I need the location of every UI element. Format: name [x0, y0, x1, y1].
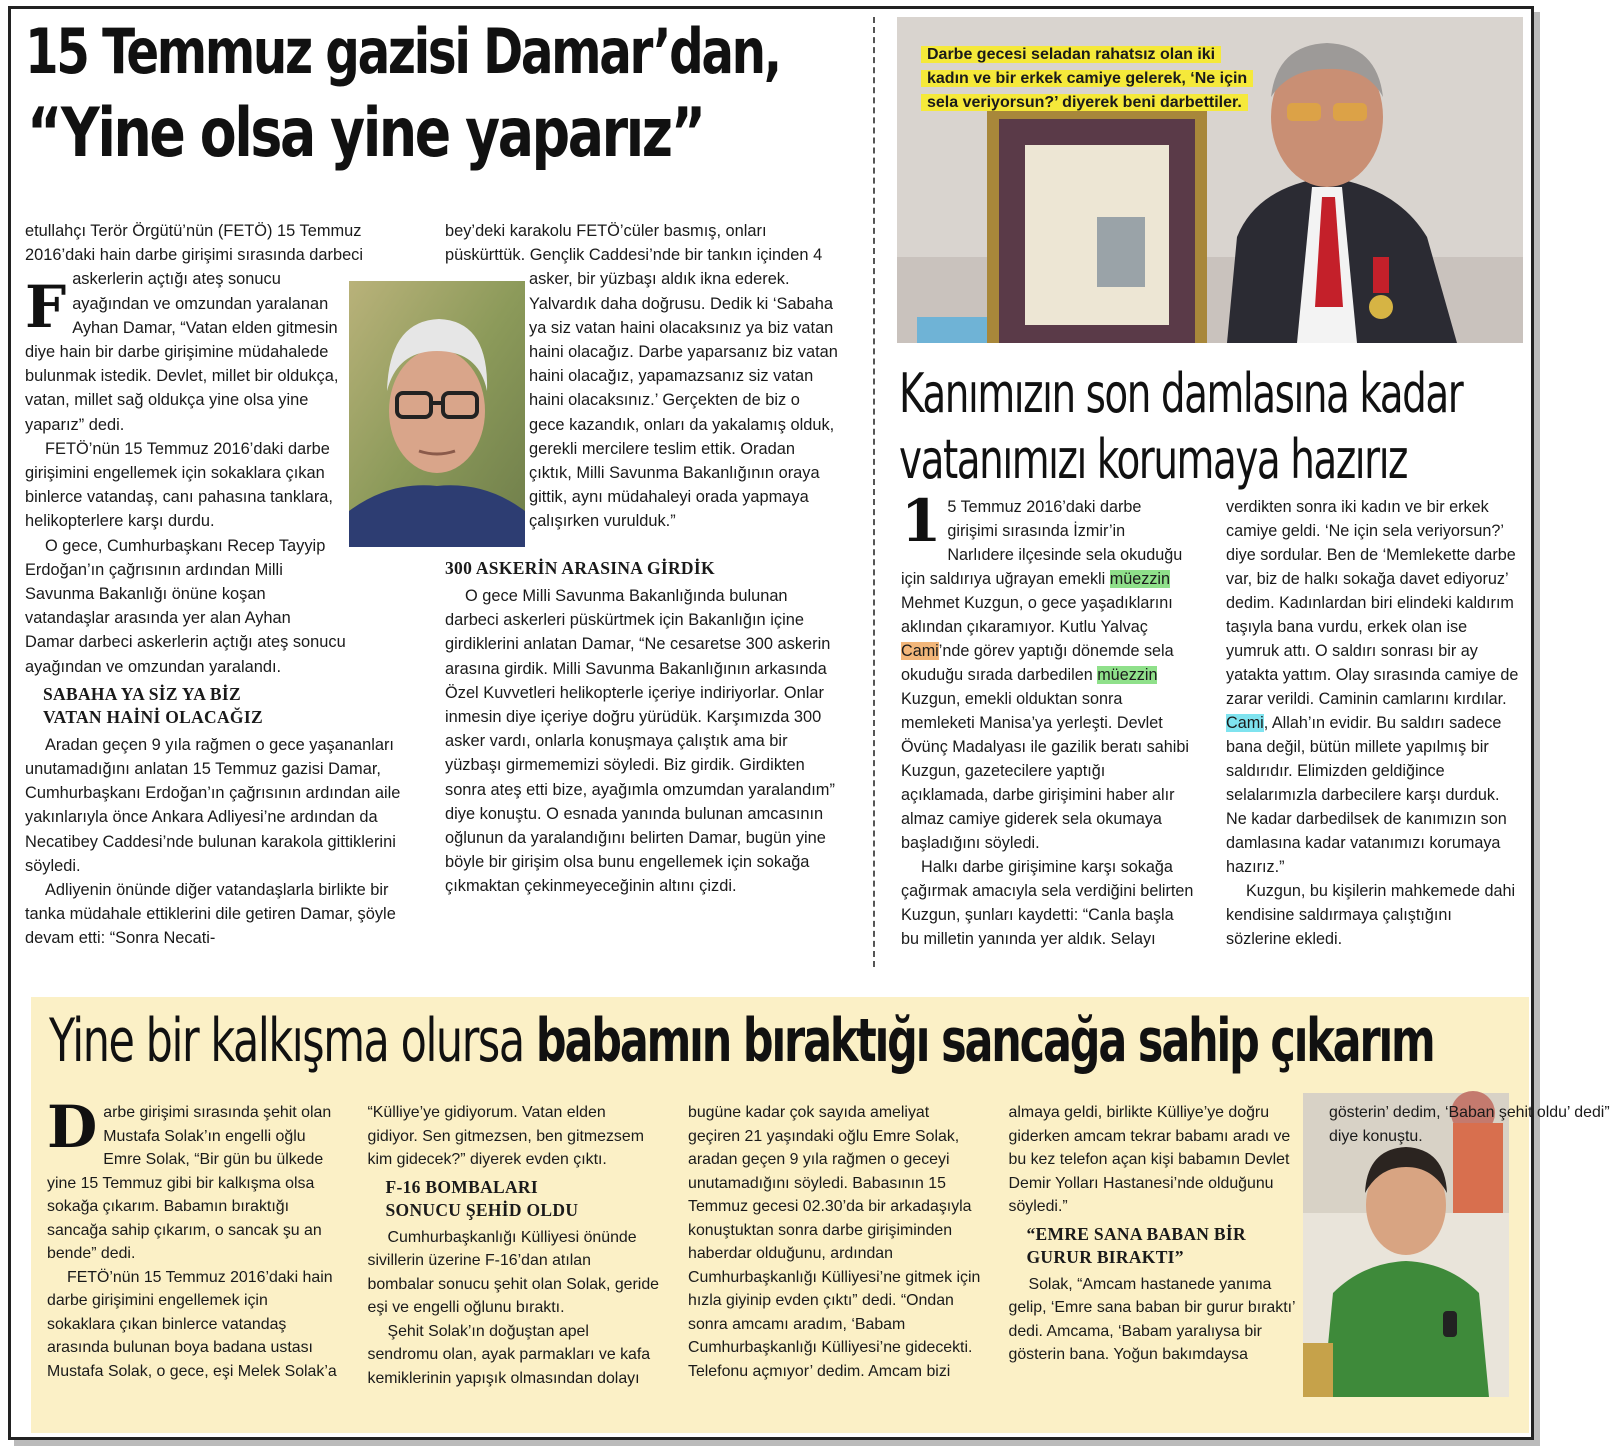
article1-subhead-2: 300 ASKERİN ARASINA GİRDİK: [445, 558, 715, 578]
article1-subhead-1-line1: SABAHA YA SİZ YA BİZ: [43, 683, 241, 704]
article1-paragraph-2: FETÖ’nün 15 Temmuz 2016’daki darbe girişimini engellemek için sokaklara çıkan binlerce vatandaş, canı pahasına tanklara, helikopterlere karşı durdu.: [25, 439, 333, 531]
article1-paragraph-3: O gece, Cumhurbaşkanı Recep Tayyip Erdoğan’ın çağrısının ardından Milli Savunma Bakanlığı önüne koşan vatandaşlar arasında yer alan Ayhan Damar darbeci askerlerin açtığı ateş sonucu ayağından ve omzundan yaralandı.: [25, 536, 346, 676]
article1-column-1: [25, 219, 425, 951]
article3-paragraph-4: Şehit Solak’ın doğuştan apel sendromu olan, ayak parmakları ve kafa kemiklerinin yapışık olmasından dolayı bugüne kadar çok sayıda ameliyat geçiren 21 yaşındaki oğlu Emre Solak, aradan geçen 9 yıla rağmen o geceyi unutamadığını söyledi. Babasının 15 Temmuz gecesi 02.30’da bir arkadaşıyla konuştuktan sonra darbe girişiminden haberdar olduğunu, ardından Cumhurbaşkanlığı Külliyesi’ne gitmek için hızla giyinip evden çıktı” dedi. “Ondan sonra amcamı aradım, ‘Babam Cumhurbaşkanlığı Külliyesi’ne gidecekti. Telefonu açmıyor’ dedim. Amcam bizi almaya geldi, birlikte Külliye’ye doğru giderken amcam tekrar babamı aradı ve bu kez telefon açan kişi babamın Devlet Demir Yolları Hastanesi’nde olduğunu söyledi.”: [367, 1104, 1291, 1387]
article3-paragraph-1: [47, 1093, 340, 1266]
article2-paragraph-1: [901, 487, 1196, 855]
article2-dropcap: 1: [901, 487, 942, 555]
article2-p2-a: Halkı darbe girişimine karşı sokağa çağırmak amacıyla sela verdiğini belirten Kuzgun, şunları kaydetti: “Canla başla bu milletin yanında yer aldık. Selayı verdikten sonra iki kadın ve bir erkek camiye geldi. ‘Ne için sela veriyorsun?’ diye sordular. Ben de ‘Memlekette darbe var, biz de halkı sokağa davet ediyoruz’ dedim. Kadınlardan biri elindeki kaldırım taşıyla bana vurdu, erkek olan ise yumruk attı. O saldırı sonrası bir ay yatakta yattım. Olay sırasında camiye de zarar verildi. Caminin camlarını kırdılar.: [901, 498, 1519, 948]
article1-dropcap: F: [25, 273, 67, 341]
article3-paragraph-2: FETÖ’nün 15 Temmuz 2016’daki hain darbe girişimini engellemek için sokaklara çıkan binlerce vatandaş arasında bulunan boya badana ustası Mustafa Solak, o gece, eşi Melek Solak’a “Külliye’ye gidiyorum. Vatan elden gidiyor. Sen gitmezsen, ben gitmezsem kim gidecek?” diyerek evden çıktı.: [47, 1104, 644, 1380]
article2-p2-b: , Allah’ın evidir. Bu saldırı sadece bana değil, bütün millete yapılmış bir saldırıdır. Elimizden geldiğince selalarımızla darbecilere karşı durduk. Ne kadar darbedilsek de kanımızın son damlasına kadar vatanımızı korumaya hazırız.”: [1226, 714, 1507, 876]
article3-subhead-1: [368, 1176, 661, 1222]
article2-caption-box: [921, 43, 1261, 115]
highlight-cami-1: Cami: [901, 642, 939, 660]
article3-headline-light: Yine bir kalkışma olursa: [49, 1006, 536, 1076]
article3-body: [47, 1093, 1610, 1401]
article1-column-2: [445, 219, 839, 899]
article2-p1-b: Mehmet Kuzgun, o gece yaşadıklarını aklından çıkaramıyor. Kutlu Yalvaç: [901, 594, 1173, 636]
highlight-muezzin-1: müezzin: [1109, 570, 1171, 588]
article2-body: [901, 487, 1521, 967]
article3-subhead-2-line2: GURUR BIRAKTI”: [1026, 1246, 1184, 1267]
article3-headline-bold: babamın bıraktığı sancağa sahip çıkarım: [535, 1006, 1434, 1076]
article1-headline-line1: 15 Temmuz gazisi Damar’dan,: [25, 15, 780, 88]
article3-dropcap: D: [47, 1093, 98, 1161]
article2-headline-line2: vatanımızı korumaya hazırız: [899, 428, 1408, 491]
article2-paragraph-3: Kuzgun, bu kişilerin mahkemede dahi kendisine saldırmaya çalıştığını sözlerine ekledi.: [1226, 882, 1516, 948]
article1-paragraph-4: Aradan geçen 9 yıla rağmen o gece yaşananları unutamadığını anlatan 15 Temmuz gazisi Damar, Cumhurbaşkanı Erdoğan’ın çağrısının ardından aile yakınlarıyla önce Ankara Adliyesi’ne ardından da Necatibey Caddesi’nde bulunan karakola gittiklerini söyledi.: [25, 735, 401, 875]
article2-p1-c: ’nde görev yaptığı dönemde sela okuduğu sırada darbedilen: [901, 642, 1174, 684]
article1-subhead-1: [25, 683, 425, 729]
highlight-muezzin-2: müezzin: [1097, 666, 1158, 684]
column-divider: [873, 17, 875, 967]
photo-wrap-spacer: [445, 219, 529, 557]
article3-paragraph-5: Solak, “Amcam hastanede yanıma gelip, ‘Emre sana baban bir gurur bıraktı’ dedi. Amcama, ‘Babam yaralıysa bir gösterin bana. Yoğun bakımdaysa gösterin’ dedim, ‘Baban şehit oldu’ dedi” diye konuştu.: [1008, 1104, 1610, 1363]
article3-p1-text: arbe girişimi sırasında şehit olan Mustafa Solak’ın engelli oğlu Emre Solak, “Bir gün bu ülkede yine 15 Temmuz gibi bir kalkışma olsa sokağa çıkarım. Babamın bıraktığı sancağa sahip çıkarım, o sancak şu an bende” dedi.: [47, 1104, 332, 1262]
highlight-cami-2: Cami: [1226, 714, 1264, 732]
article3-paragraph-3: Cumhurbaşkanlığı Külliyesi önünde sivillerin üzerine F-16’dan atılan bombalar sonucu şehit olan Solak, geride eşi ve engelli oğlunu bıraktı.: [367, 1228, 660, 1316]
photo-wrap-spacer-col1: [339, 343, 425, 617]
article1-subhead-1-line2: VATAN HAİNİ OLACAĞIZ: [43, 706, 263, 727]
article3-subhead-1-line2: SONUCU ŞEHİD OLDU: [385, 1199, 579, 1220]
mehmet-kuzgun-photo: [897, 17, 1523, 343]
article1-paragraph-5: Adliyenin önünde diğer vatandaşlarla birlikte bir tanka müdahale ettiklerini dile getiren Damar, şöyle devam etti: “Sonra Necati-: [25, 881, 396, 948]
article3-headline: [49, 1001, 1434, 1081]
article2-p1-d: Kuzgun, emekli olduktan sonra memleketi Manisa’ya yerleşti. Devlet Övünç Madalyası ile gazilik beratı sahibi Kuzgun, gazetecilere yaptığı açıklamada, darbe girişimini haber alır almaz camiye giderek sela okumaya başladığını söyledi.: [901, 690, 1189, 852]
article1-p1-text: etullahçı Terör Örgütü’nün (FETÖ) 15 Temmuz 2016’daki hain darbe girişimi sırasında darbeci askerlerin açtığı ateş sonucu ayağından ve omzundan yaralanan Ayhan Damar, “Vatan elden gitmesin diye hain bir darbe girişimine müdahalede bulunmak istedik. Devlet, millet bir oldukça, vatan, millet sağ oldukça yine olsa yine yaparız” dedi.: [25, 222, 364, 434]
newspaper-page: [8, 6, 1610, 1440]
article3-subhead-2: [1009, 1223, 1302, 1269]
article2-caption: Darbe gecesi seladan rahatsız olan iki kadın ve bir erkek camiye gelerek, ‘Ne için sela veriyorsun?’ diyerek beni darbettiler.: [921, 46, 1253, 111]
article1-headline-line2: “Yine olsa yine yaparız”: [27, 94, 704, 173]
article3-box: [31, 997, 1610, 1433]
article2-p1-a: 5 Temmuz 2016’daki darbe girişimi sırasında İzmir’in Narlıdere ilçesinde sela okuduğu için saldırıya uğrayan emekli: [901, 498, 1183, 588]
article1-paragraph-6: bey’deki karakolu FETÖ’cüler basmış, onları püskürttük. Gençlik Caddesi’nde bir tankın içinden 4 asker, bir yüzbaşı aldık ikna ederek. Yalvardık daha doğrusu. Dedik ki ‘Sabaha ya siz vatan haini olacaksınız ya biz vatan haini olacağız. Darbe yaparsanız biz vatan haini olacağız, yapamazsanız siz vatan haini olacaksınız.’ Gerçekten de biz o gece kazandık, onları da yakalamış olduk, gerekli mercilere teslim ettik. Oradan çıktık, Milli Savunma Bakanlığının oraya gittik, aynı müdahaleyi orada yapmaya çalışırken vurulduk.”: [445, 222, 838, 531]
article3-subhead-2-line1: “EMRE SANA BABAN BİR: [1026, 1223, 1246, 1244]
article1-paragraph-7: O gece Milli Savunma Bakanlığında bulunan darbeci askerleri püskürtmek için Bakanlığın içine girdiklerini anlatan Damar, “Ne cesaretse 300 askerin arasına girdik. Milli Savunma Bakanlığının arkasında Özel Kuvvetleri helikopterle içeriye indiriyorlar. Onlar inmesin diye içeriye doğru yürüdük. Karşımızda 300 asker vardı, onlarla konuşmaya çalıştık ama bir yüzbaşı girmememizi söyledi. Biz girdik. Girdikten sonra ateş etti bize, ayağımla omzumdan yaralandım” diye konuştu. O esnada yanında bulunan amcasının oğlunun da yaralandığını belirten Damar, bugün yine böyle bir girişim olsa bunu engellemek için sokağa çıkmaktan çekinmeyeceğinin altını çizdi.: [445, 587, 835, 896]
article3-subhead-1-line1: F-16 BOMBALARI: [385, 1176, 538, 1197]
article2-headline-line1: Kanımızın son damlasına kadar: [899, 362, 1463, 425]
